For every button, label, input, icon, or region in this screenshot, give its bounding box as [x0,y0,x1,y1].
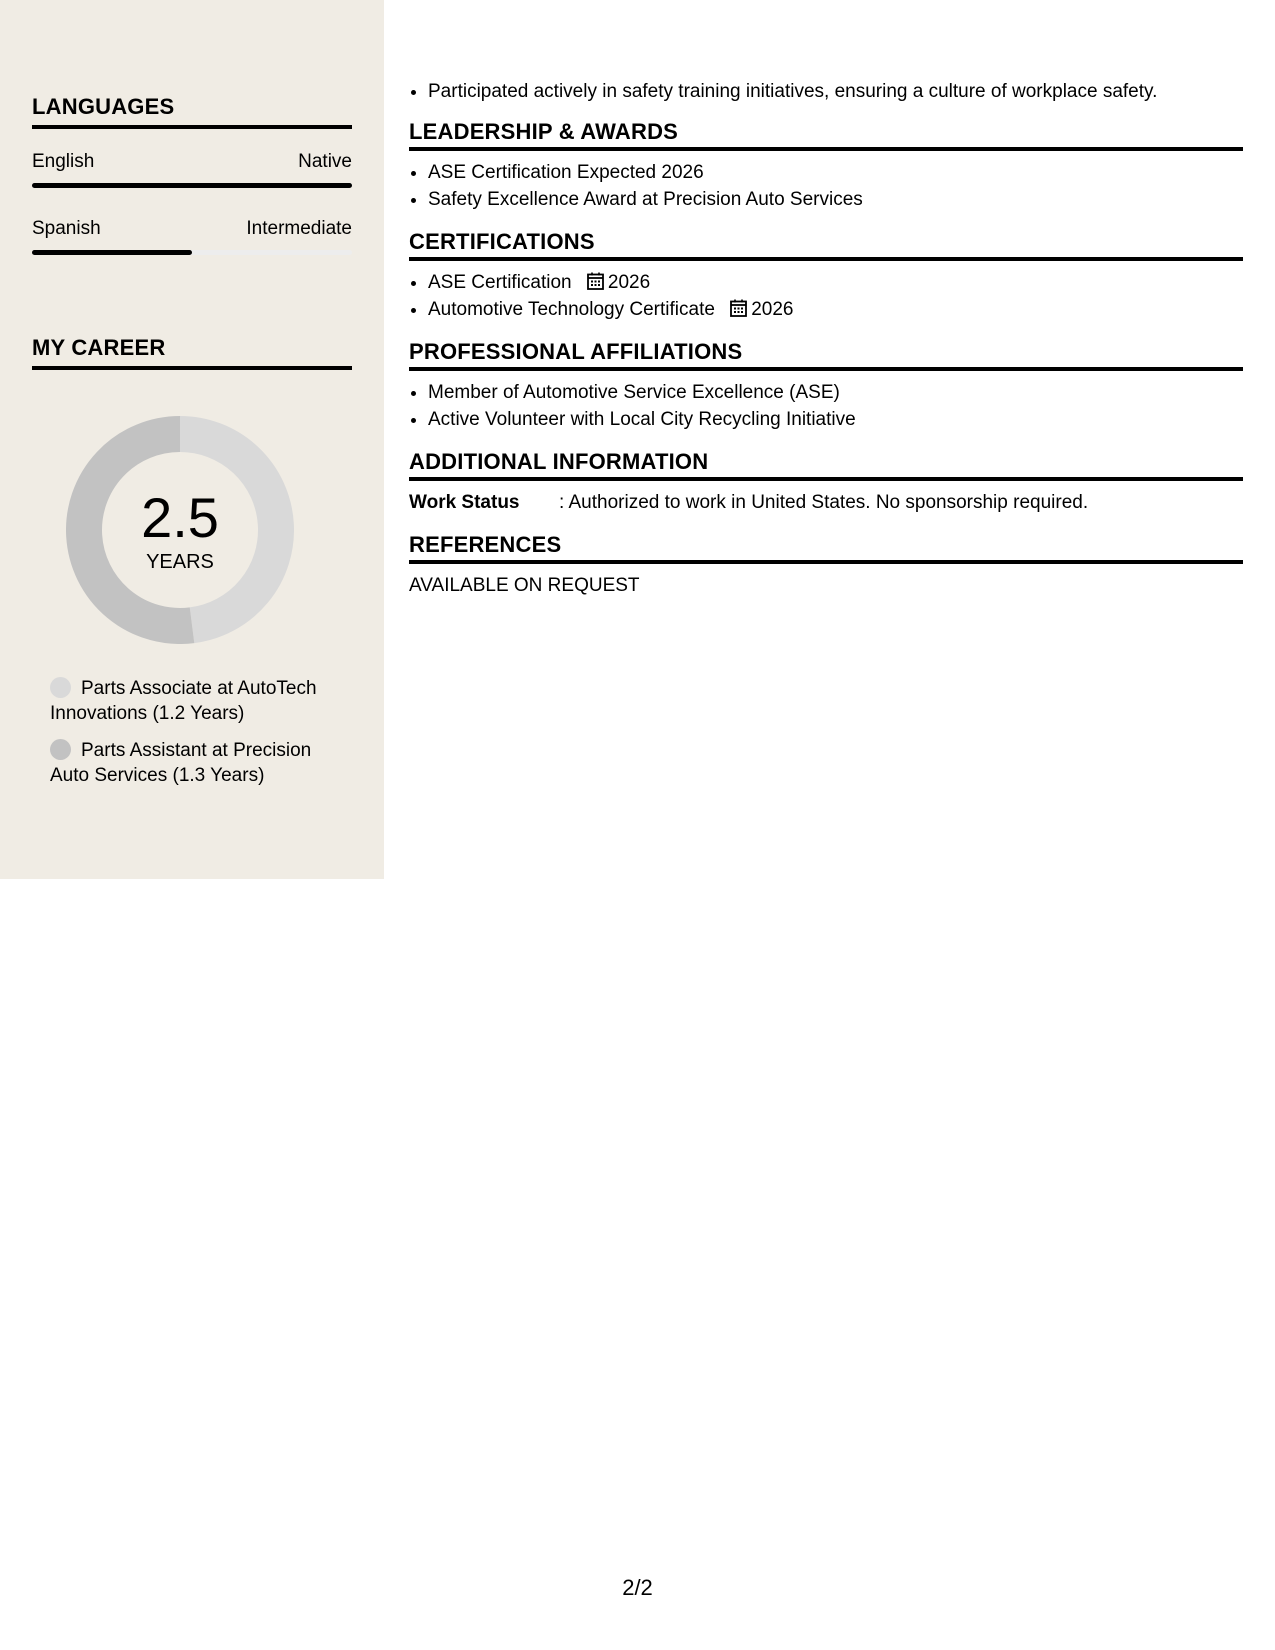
work-status-value: : Authorized to work in United States. No sponsorship required. [559,492,1089,513]
sidebar [0,0,384,879]
list-item: • Safety Excellence Award at Precision Auto Services [428,186,1243,213]
calendar-icon [587,272,604,290]
career-legend-item-2 [50,738,340,788]
language-level: Intermediate [246,218,352,239]
language-bar [32,183,352,188]
career-heading: MY CAREER [32,335,352,370]
intro-list [409,78,1243,105]
career-total-years: 2.5 [141,486,219,549]
language-item-spanish [32,218,352,255]
certification-name: Automotive Technology Certificate [428,299,715,320]
references-heading: REFERENCES [409,532,1243,564]
language-bar [32,250,352,255]
career-unit: YEARS [146,551,214,573]
leadership-heading: LEADERSHIP & AWARDS [409,119,1243,151]
legend-dot [50,677,71,698]
language-name: Spanish [32,218,101,239]
certification-year: 2026 [751,299,794,320]
languages-section [32,94,352,255]
languages-heading: LANGUAGES [32,94,352,129]
certification-item [428,296,1243,323]
certifications-heading: CERTIFICATIONS [409,229,1243,261]
list-item: • Active Volunteer with Local City Recycling Initiative [428,406,1243,433]
language-name: English [32,151,95,172]
list-item: • ASE Certification Expected 2026 [428,159,1243,186]
work-status-label: Work Status [409,492,520,513]
language-bar-fill [32,250,192,255]
certification-item [428,269,1243,296]
affiliations-list [409,379,1243,433]
references-text: AVAILABLE ON REQUEST [409,575,640,596]
main-content [409,78,1243,599]
legend-dot [50,739,71,760]
leadership-list [409,159,1243,213]
career-section [32,335,352,370]
certifications-list [409,269,1243,323]
additional-info-heading: ADDITIONAL INFORMATION [409,449,1243,481]
career-legend-item-1 [50,676,340,726]
language-bar-fill [32,183,352,188]
language-level: Native [298,151,352,172]
calendar-icon [730,299,747,317]
legend-label: Parts Associate at AutoTech Innovations (1.2 Years) [50,678,317,724]
certification-year: 2026 [607,272,651,293]
page-number: 2/2 [622,1575,653,1600]
work-status-row [409,489,1243,516]
legend-label: Parts Assistant at Precision Auto Services (1.3 Years) [50,740,312,786]
certification-name: ASE Certification [428,272,572,293]
list-item: • Participated actively in safety training initiatives, ensuring a culture of workplace safety. [428,78,1243,105]
affiliations-heading: PROFESSIONAL AFFILIATIONS [409,339,1243,371]
language-item-english [32,151,352,188]
list-item: • Member of Automotive Service Excellence (ASE) [428,379,1243,406]
